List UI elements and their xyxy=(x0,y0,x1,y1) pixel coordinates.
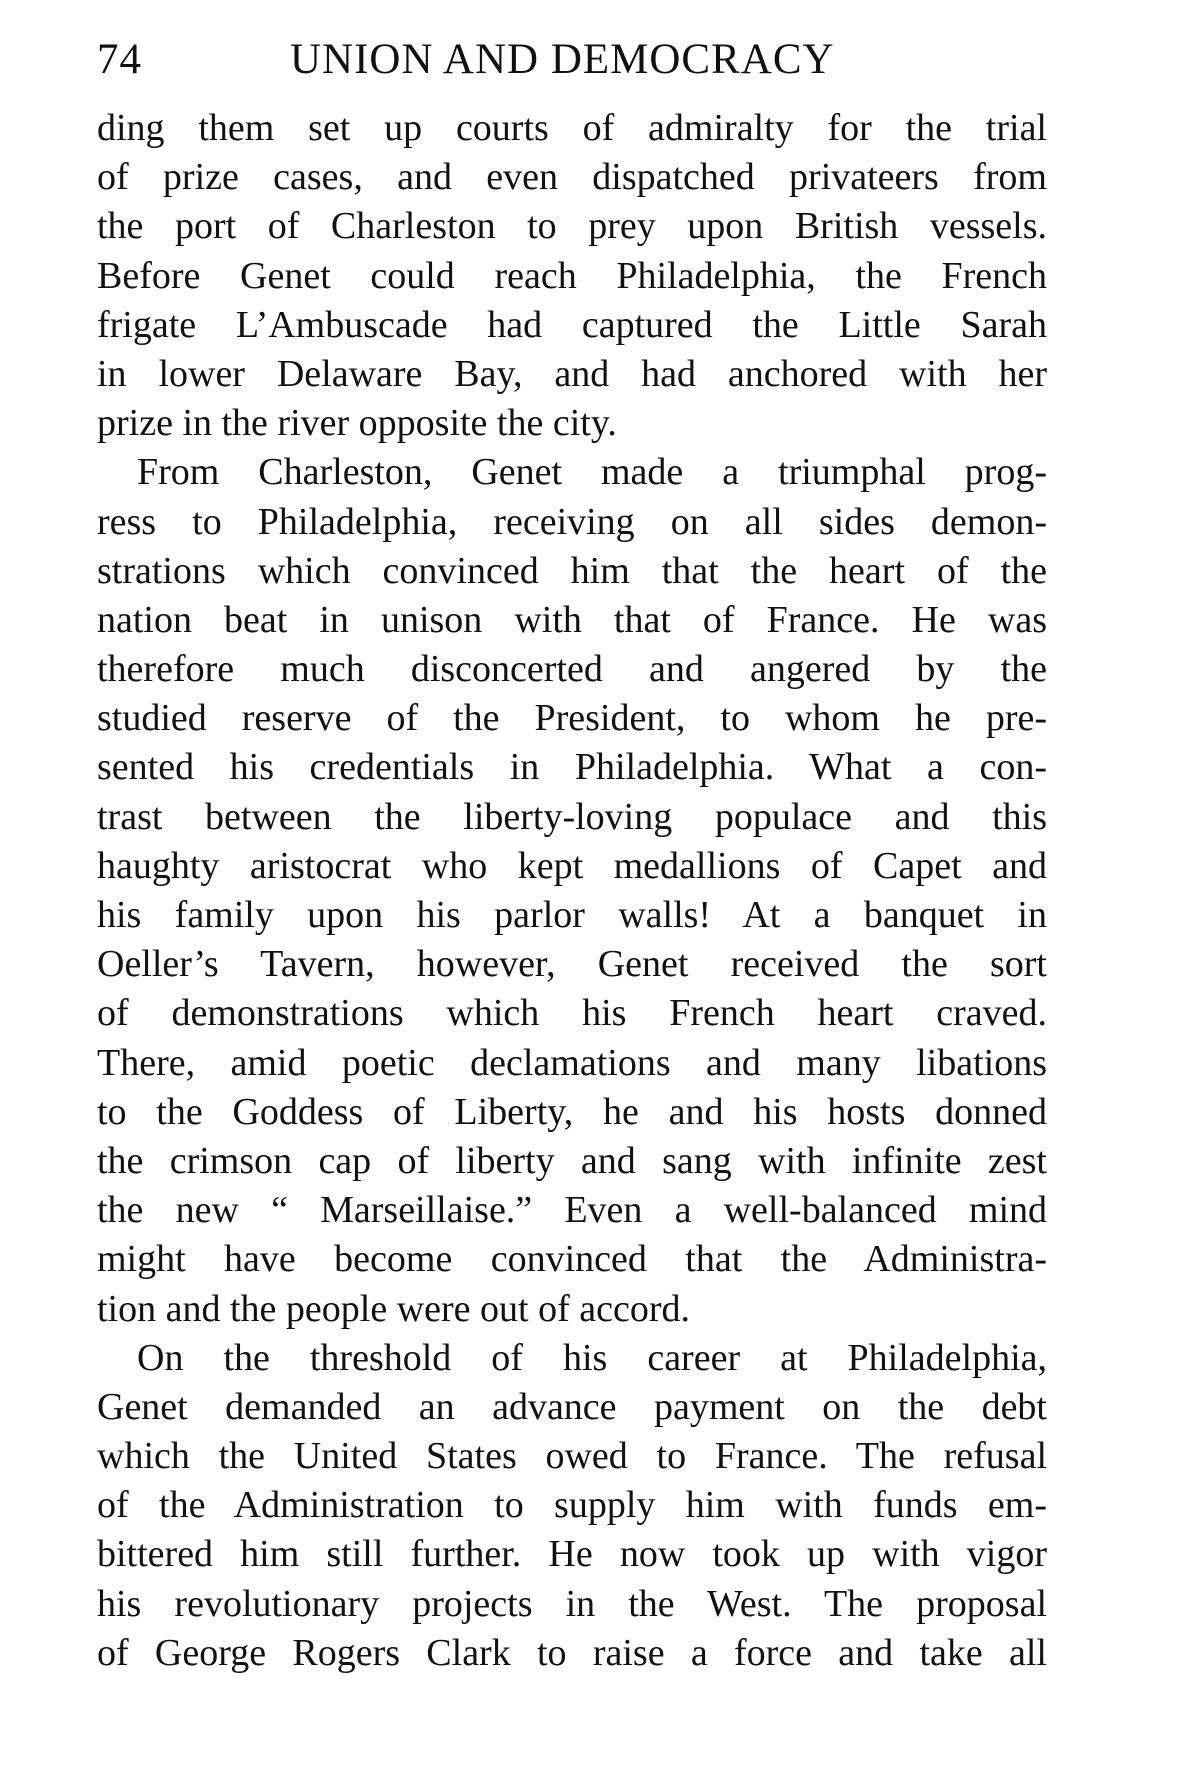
text-line: of prize cases, and even dispatched privateers from xyxy=(97,156,1047,199)
text-line: prize in the river opposite the city. xyxy=(97,402,617,445)
body-text xyxy=(97,104,1047,1678)
text-line: might have become convinced that the Administra- xyxy=(97,1238,1047,1281)
running-head xyxy=(97,30,897,90)
paragraph xyxy=(97,1334,1047,1678)
text-line: the crimson cap of liberty and sang with infinite zest xyxy=(97,1139,1047,1182)
text-line: Before Genet could reach Philadelphia, the French xyxy=(97,254,1047,297)
text-line: the new “ Marseillaise.” Even a well-balanced mind xyxy=(97,1189,1047,1232)
text-line: the port of Charleston to prey upon British vessels. xyxy=(97,205,1047,248)
text-line: There, amid poetic declamations and many libations xyxy=(97,1041,1047,1084)
text-line: of George Rogers Clark to raise a force and take all xyxy=(97,1631,1047,1674)
text-line: bittered him still further. He now took up with vigor xyxy=(97,1533,1047,1576)
text-line: therefore much disconcerted and angered by the xyxy=(97,648,1047,691)
text-line: haughty aristocrat who kept medallions of Capet and xyxy=(97,844,1047,887)
text-line: of demonstrations which his French heart craved. xyxy=(97,992,1047,1035)
paragraph xyxy=(97,104,1047,448)
text-line: nation beat in unison with that of France. He was xyxy=(97,598,1047,641)
running-title: UNION AND DEMOCRACY xyxy=(290,36,835,83)
text-line: sented his credentials in Philadelphia. What a con- xyxy=(97,746,1047,789)
text-line: ding them set up courts of admiralty for the trial xyxy=(97,107,1047,149)
text-line: tion and the people were out of accord. xyxy=(97,1287,690,1330)
text-line: which the United States owed to France. The refusal xyxy=(97,1435,1047,1478)
text-line: to the Goddess of Liberty, he and his hosts donned xyxy=(97,1090,1047,1133)
text-line: ress to Philadelphia, receiving on all sides demon- xyxy=(97,500,1047,543)
text-line: Genet demanded an advance payment on the debt xyxy=(97,1385,1047,1428)
text-line: strations which convinced him that the heart of the xyxy=(97,549,1047,592)
text-line: in lower Delaware Bay, and had anchored with her xyxy=(97,352,1047,395)
text-line: his revolutionary projects in the West. The proposal xyxy=(97,1582,1047,1625)
text-line: frigate L’Ambuscade had captured the Little Sarah xyxy=(97,303,1047,346)
text-line: On the threshold of his career at Philadelphia, xyxy=(137,1336,1047,1379)
text-line: studied reserve of the President, to whom he pre- xyxy=(97,697,1047,740)
page-number: 74 xyxy=(97,36,142,83)
text-line: trast between the liberty-loving populace and this xyxy=(97,795,1047,838)
text-line: From Charleston, Genet made a triumphal prog- xyxy=(137,451,1047,494)
text-line: of the Administration to supply him with funds em- xyxy=(97,1484,1047,1527)
text-line: his family upon his parlor walls! At a banquet in xyxy=(97,894,1047,936)
paragraph xyxy=(97,448,1047,1333)
text-line: Oeller’s Tavern, however, Genet received the sort xyxy=(97,943,1047,986)
